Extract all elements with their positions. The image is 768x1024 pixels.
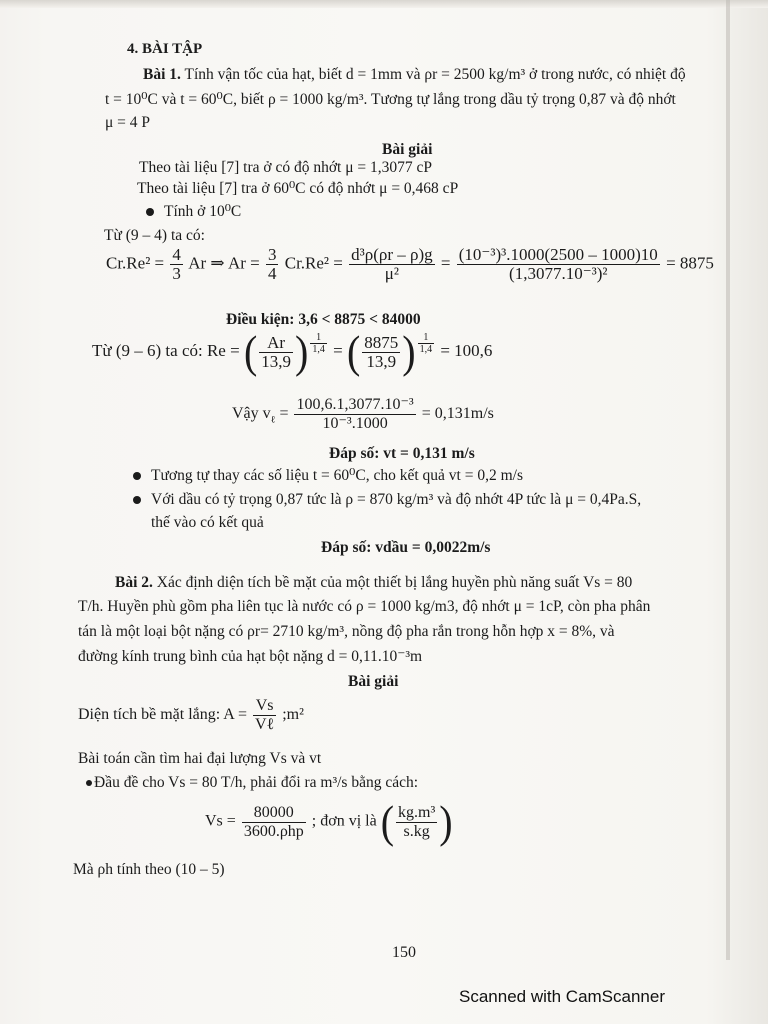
eq1-result: = 8875 xyxy=(666,253,714,273)
camscanner-watermark: Scanned with CamScanner xyxy=(459,987,666,1006)
bai1-bullet-3 xyxy=(133,491,641,509)
eq2-exponent-2: $\frac{1}{1,4}$ xyxy=(419,332,433,355)
bullet-icon xyxy=(133,496,141,504)
from-9-6: Từ (9 – 6) ta có: Re = xyxy=(92,340,240,360)
bai1-line-2: t = 10⁰C và t = 60⁰C, biết ρ = 1000 kg/m³. Tương tự lắng trong dầu tỷ trọng 0,87 và độ nhớt xyxy=(105,91,676,108)
bai2-line-2: T/h. Huyền phù gồm pha liên tục là nước có ρ = 1000 kg/m3, độ nhớt μ = 1cP, còn pha phân xyxy=(78,598,651,615)
eq1-frac-3: $\frac{\text{d³ρ(ρr – ρ)g}}{\text{μ²}}$ xyxy=(351,245,433,283)
page-binding-edge xyxy=(726,0,730,960)
page-top-edge xyxy=(0,0,768,8)
bai2-line-1 xyxy=(115,574,632,592)
bai1-bullet-3-cont: thế vào có kết quả xyxy=(151,514,264,531)
area-frac: $\frac{Vs}{\text{Vℓ}}$ xyxy=(255,697,275,733)
eq1-frac-2: $\frac{3}{4}$ xyxy=(267,245,277,283)
bullet3-text: Với dầu có tỷ trọng 0,87 tức là ρ = 870 kg/m³ và độ nhớt 4P tức là μ = 0,4Pa.S, xyxy=(151,491,642,508)
vs-frac: $\frac{80000}{\text{3600.ρhp}}$ xyxy=(243,803,304,840)
bai1-solution-title: Bài giải xyxy=(382,141,433,158)
bai1-line-3: μ = 4 P xyxy=(105,114,151,131)
equation-2: Từ (9 – 6) ta có: Re = ( $\frac{Ar}{13,9}$ ) $\frac{1}{1,4}$ = ( $\frac{8875}{13,9}$ ) $\frac{1}{1,4}$ = 100,6 xyxy=(92,325,493,378)
bai1-line-1 xyxy=(143,66,686,84)
velocity-frac: $\frac{\text{100,6.1,3077.10⁻³}}{\text{10⁻³.1000}}$ xyxy=(296,396,414,432)
eq1-lhs: Cr.Re² = xyxy=(106,253,165,273)
rho-line: Mà ρh tính theo (10 – 5) xyxy=(73,861,225,878)
eq1-frac-1: $\frac{4}{3}$ xyxy=(172,245,181,283)
area-unit: ;m² xyxy=(282,706,304,724)
bai1-lookup-2: Theo tài liệu [7] tra ở 60⁰C có độ nhớt μ = 0,468 cP xyxy=(137,180,459,197)
eq1-mid-2: Cr.Re² = xyxy=(284,253,343,273)
vs-unit-text: ; đơn vị là xyxy=(311,812,377,830)
eq1-frac-4: $\frac{\text{(10⁻³)³.1000(2500 – 1000)10}}{\text{(1,3077.10⁻³)²}}$ xyxy=(458,245,658,283)
bai2-label: Bài 2. xyxy=(115,574,153,591)
section-title: 4. BÀI TẬP xyxy=(127,41,203,57)
vs-equation: Vs = $\frac{80000}{\text{3600.ρhp}}$ ; đơn vị là ( $\frac{\text{kg.m³}}{s.kg}$ ) xyxy=(205,795,453,848)
bai2-solution-title: Bài giải xyxy=(348,673,399,690)
bai1-bullet-2 xyxy=(133,467,523,485)
from-9-4: Từ (9 – 4) ta có: xyxy=(104,227,205,244)
velocity-result: = 0,131m/s xyxy=(421,405,494,423)
bullet-flow-text: Đầu đề cho Vs = 80 T/h, phải đổi ra m³/s bằng cách: xyxy=(94,774,419,791)
eq2-frac-1: $\frac{Ar}{13,9}$ xyxy=(261,332,292,371)
eq2-result: = 100,6 xyxy=(440,340,493,360)
velocity-equation: Vậy $v_\ell$ = $\frac{\text{100,6.1,3077.10⁻³}}{\text{10⁻³.1000}}$ = 0,131m/s xyxy=(232,396,494,432)
eq1-mid-1: Ar ⇒ Ar = xyxy=(188,253,260,273)
bullet2-text: Tương tự thay các số liệu t = 60⁰C, cho kết quả vt = 0,2 m/s xyxy=(151,467,523,484)
answer-2: Đáp số: vdầu = 0,0022m/s xyxy=(321,539,491,556)
area-prefix: Diện tích bề mặt lắng: A = xyxy=(78,706,247,724)
page-number: 150 xyxy=(392,944,416,961)
bai2-text-1: Xác định diện tích bề mặt của một thiết bị lắng huyền phù năng suất Vs = 80 xyxy=(156,574,633,591)
bai2-need: Bài toán cần tìm hai đại lượng Vs và vt xyxy=(78,750,322,767)
bai2-line-3: tán là một loại bột nặng có ρr= 2710 kg/m³, nồng độ pha rắn trong hỗn hợp x = 8%, và xyxy=(78,623,615,640)
bai2-bullet-flow xyxy=(86,774,418,792)
condition: Điều kiện: 3,6 < 8875 < 84000 xyxy=(226,311,421,328)
bai1-bullet-calc xyxy=(146,203,241,221)
bai2-line-4: đường kính trung bình của hạt bột nặng d = 0,11.10⁻³m xyxy=(78,648,423,665)
bullet-icon xyxy=(86,780,92,786)
bai1-lookup-1: Theo tài liệu [7] tra ở có độ nhớt μ = 1,3077 cP xyxy=(139,159,433,176)
bai1-text-1: Tính vận tốc của hạt, biết d = 1mm và ρr = 2500 kg/m³ ở trong nước, có nhiệt độ xyxy=(184,66,686,83)
bullet-icon xyxy=(146,208,154,216)
area-equation xyxy=(78,697,304,734)
bullet-icon xyxy=(133,472,141,480)
bullet-calc-text: Tính ở 10⁰C xyxy=(164,203,242,220)
answer-1: Đáp số: vt = 0,131 m/s xyxy=(329,445,475,462)
bai1-label: Bài 1. xyxy=(143,66,181,83)
velocity-prefix: Vậy v xyxy=(232,405,271,423)
unit-frac: $\frac{\text{kg.m³}}{s.kg}$ xyxy=(398,803,436,840)
equation-1: Cr.Re² = $\frac{4}{3}$ Ar ⇒ Ar = $\frac{3}{4}$ Cr.Re² = $\frac{\text{d³ρ(ρr – ρ)g}}{\text{μ²}}$ = $\frac{\text{(10⁻³)³.1000(2500 – 1000)10}}{\text{(1,3077.10⁻³)²}}$ = 8875 xyxy=(106,245,714,283)
vs-prefix: Vs = xyxy=(205,812,236,830)
eq2-frac-2: $\frac{8875}{13,9}$ xyxy=(364,332,399,371)
eq2-exponent-1: $\frac{1}{1,4}$ xyxy=(312,332,325,355)
